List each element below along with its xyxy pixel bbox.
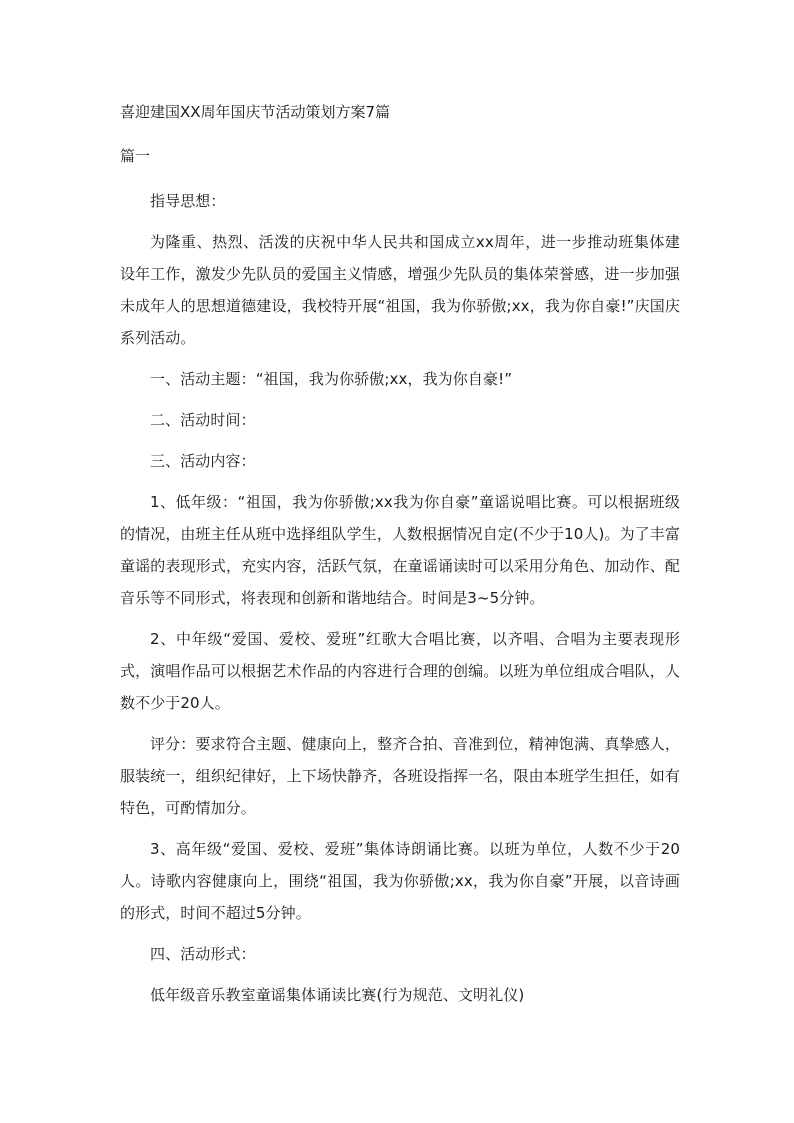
paragraph-intro: 为隆重、热烈、活泼的庆祝中华人民共和国成立xx周年，进一步推动班集体建设年工作，激发少先队员的爱国主义情感，增强少先队员的集体荣誉感，进一步加强未成年人的思想道德建设，我校特开展“祖国，我为你骄傲;xx，我为你自豪!”庆国庆系列活动。 <box>120 233 680 347</box>
paragraph-scoring: 评分：要求符合主题、健康向上，整齐合拍、音准到位，精神饱满、真挚感人，服装统一，组织纪律好，上下场快静齐，各班设指挥一名，限由本班学生担任，如有特色，可酌情加分。 <box>120 735 680 817</box>
paragraph-lower-grade-form: 低年级音乐教室童谣集体诵读比赛(行为规范、文明礼仪) <box>150 986 525 1004</box>
paragraph-activity-time: 二、活动时间： <box>150 411 256 429</box>
document-body <box>120 185 680 1020</box>
paragraph-guiding-thought: 指导思想： <box>150 192 226 210</box>
paragraph-upper-grade: 3、高年级“爱国、爱校、爱班”集体诗朗诵比赛。以班为单位，人数不少于20人。诗歌内容健康向上，围绕“祖国，我为你骄傲;xx，我为你自豪”开展，以音诗画的形式，时间不超过5分钟。 <box>120 840 680 922</box>
paragraph-activity-content: 三、活动内容： <box>150 452 256 470</box>
paragraph-activity-theme: 一、活动主题：“祖国，我为你骄傲;xx，我为你自豪!” <box>150 370 513 388</box>
paragraph-activity-form: 四、活动形式： <box>150 945 256 963</box>
section-heading: 篇一 <box>120 147 151 165</box>
paragraph-lower-grade: 1、低年级：“祖国，我为你骄傲;xx我为你自豪”童谣说唱比赛。可以根据班级的情况，由班主任从班中选择组队学生，人数根据情况自定(不少于10人)。为了丰富童谣的表现形式，充实内容，活跃气氛，在童谣诵读时可以采用分角色、加动作、配音乐等不同形式，将表现和创新和谐地结合。时间是3~5分钟。 <box>120 493 680 607</box>
paragraph-middle-grade: 2、中年级“爱国、爱校、爱班”红歌大合唱比赛，以齐唱、合唱为主要表现形式，演唱作品可以根据艺术作品的内容进行合理的创编。以班为单位组成合唱队，人数不少于20人。 <box>120 630 680 712</box>
document-title: 喜迎建国XX周年国庆节活动策划方案7篇 <box>120 103 391 121</box>
